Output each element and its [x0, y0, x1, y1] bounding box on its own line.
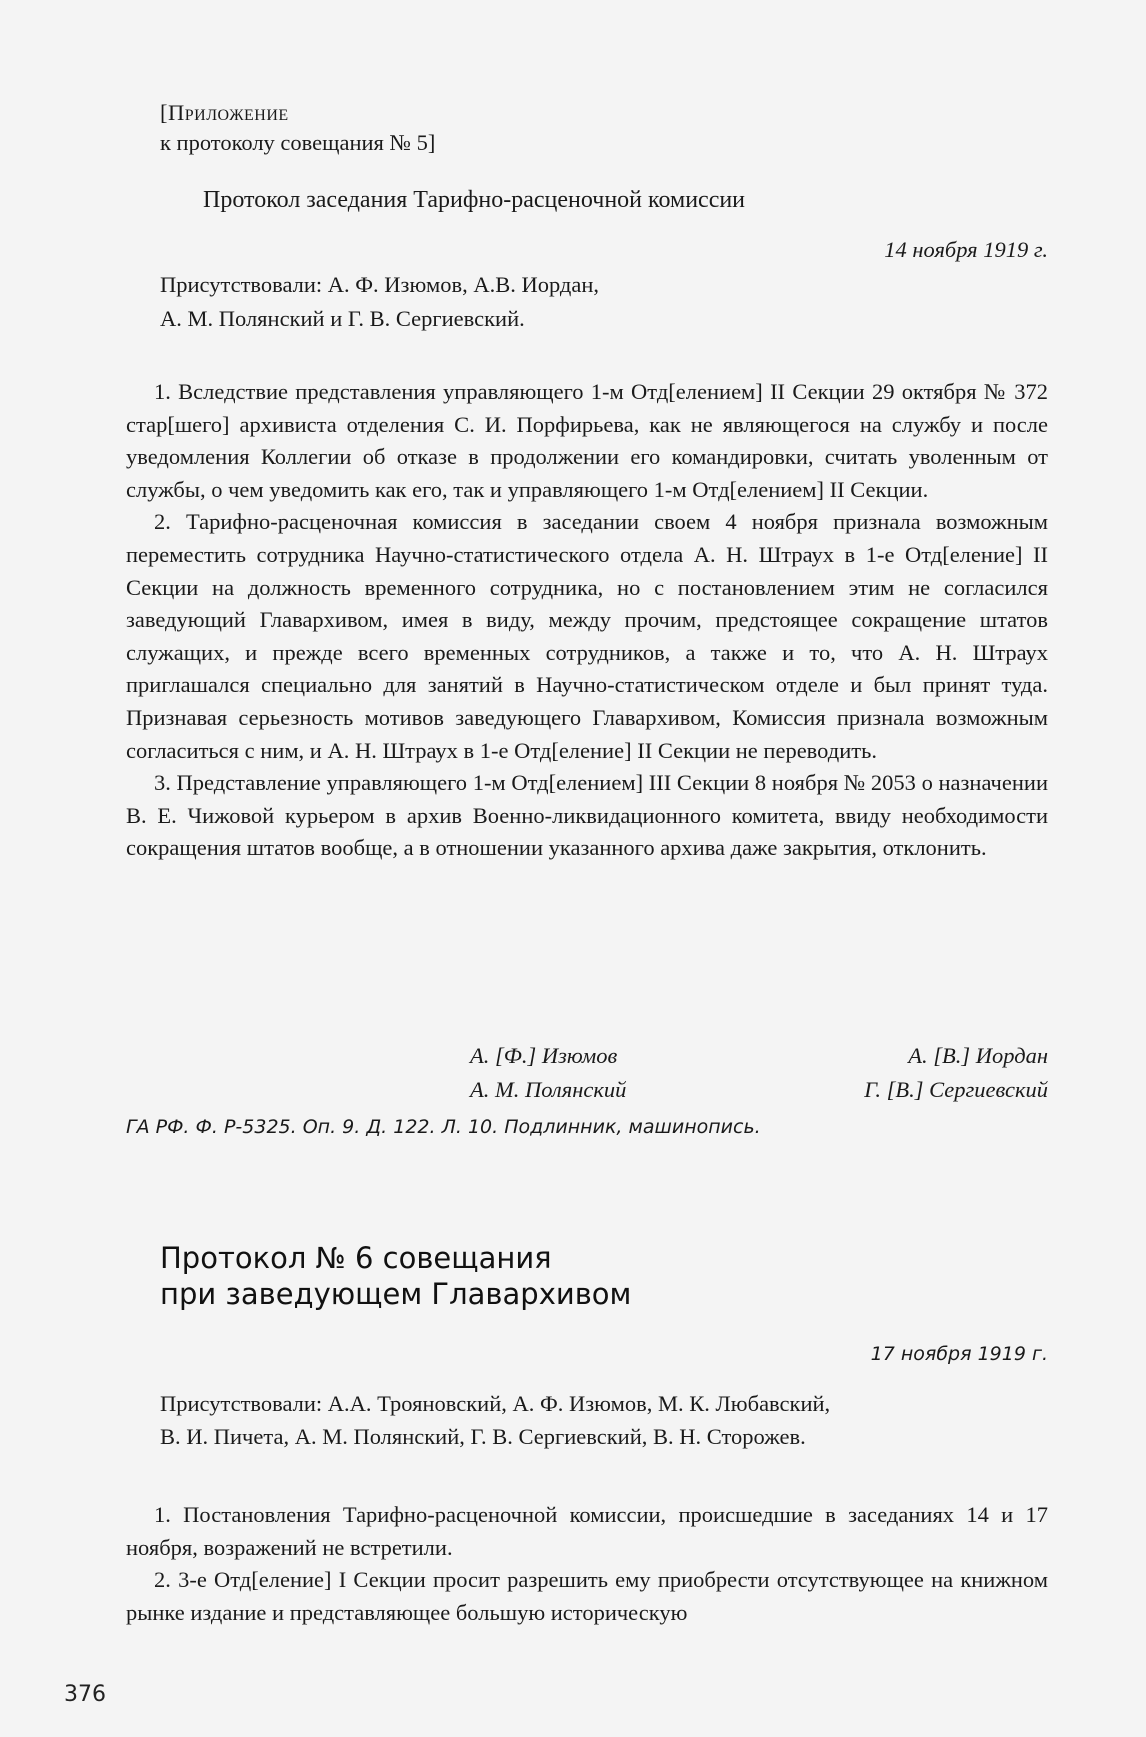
- appendix-label: [Приложение: [160, 100, 289, 125]
- signatures-block: [470, 1039, 1048, 1107]
- item-3: 3. Представление управляющего 1-м Отд[елением] III Секции 8 ноября № 2053 о назначении В. Е. Чижовой курьером в архив Военно-ликвидационного комитета, ввиду необходимости сокращения штатов вообще, а в отношении указанного архива даже закрытия, отклонить.: [126, 770, 1048, 861]
- protocol6-attendees-line-1: Присутствовали: А.А. Трояновский, А. Ф. Изюмов, М. К. Любавский,: [160, 1391, 831, 1416]
- protocol6-item-2: 2. 3-е Отд[еление] I Секции просит разрешить ему приобрести отсутствующее на книжном рынке издание и представляющее большую историческую: [126, 1567, 1048, 1625]
- item-1: 1. Вследствие представления управляющего 1-м Отд[елением] II Секции 29 октября № 372 стар[шего] архивиста отделения С. И. Порфирьева, как не являющегося на службу и после уведомления Коллегии об отказе в продолжении его командировки, считать уволенным от службы, о чем уведомить как его, так и управляющего 1-м Отд[елением] II Секции.: [126, 379, 1048, 502]
- signature-row: [470, 1073, 1048, 1107]
- attendees-line-2: А. М. Полянский и Г. В. Сергиевский.: [160, 306, 525, 331]
- signature-izyumov: А. [Ф.] Изюмов: [470, 1043, 618, 1068]
- page-number: 376: [64, 1682, 106, 1707]
- signature-sergievsky: Г. [В.] Сергиевский: [864, 1077, 1048, 1102]
- signature-polyansky: А. М. Полянский: [470, 1077, 627, 1102]
- protocol6-item-1: 1. Постановления Тарифно-расценочной комиссии, происшедшие в заседаниях 14 и 17 ноября, возражений не встретили.: [126, 1502, 1048, 1560]
- protocol-date: 14 ноября 1919 г.: [884, 237, 1048, 262]
- appendix-reference: к протоколу совещания № 5]: [160, 130, 436, 155]
- signature-row: [470, 1039, 1048, 1073]
- section-heading-line-1: Протокол № 6 совещания: [160, 1241, 552, 1275]
- protocol-title: Протокол заседания Тарифно-расценочной комиссии: [203, 187, 746, 213]
- attendees-line-1: Присутствовали: А. Ф. Изюмов, А.В. Иордан,: [160, 272, 600, 297]
- protocol-body: [126, 376, 1048, 865]
- protocol6-body: [126, 1499, 1048, 1629]
- item-2: 2. Тарифно-расценочная комиссия в заседании своем 4 ноября признала возможным переместить сотрудника Научно-статистического отдела А. Н. Штраух в 1-е Отд[еление] II Секции на должность временного сотрудника, но с постановлением этим не согласился заведующий Главархивом, имея в виду, между прочим, предстоящее сокращение штатов служащих, и прежде всего временных сотрудников, а также и то, что А. Н. Штраух приглашался специально для занятий в Научно-статистическом отделе и был принят туда. Признавая серьезность мотивов заведующего Главархивом, Комиссия признала возможным согласиться с ним, и А. Н. Штраух в 1-е Отд[еление] II Секции не переводить.: [126, 509, 1048, 763]
- protocol6-date: 17 ноября 1919 г.: [870, 1343, 1048, 1365]
- signature-iordan: А. [В.] Иордан: [908, 1043, 1048, 1068]
- protocol6-attendees-line-2: В. И. Пичета, А. М. Полянский, Г. В. Сергиевский, В. Н. Сторожев.: [160, 1424, 806, 1449]
- section-heading-line-2: при заведующем Главархивом: [160, 1277, 632, 1311]
- archive-source: ГА РФ. Ф. Р-5325. Оп. 9. Д. 122. Л. 10. Подлинник, машинопись.: [126, 1116, 761, 1138]
